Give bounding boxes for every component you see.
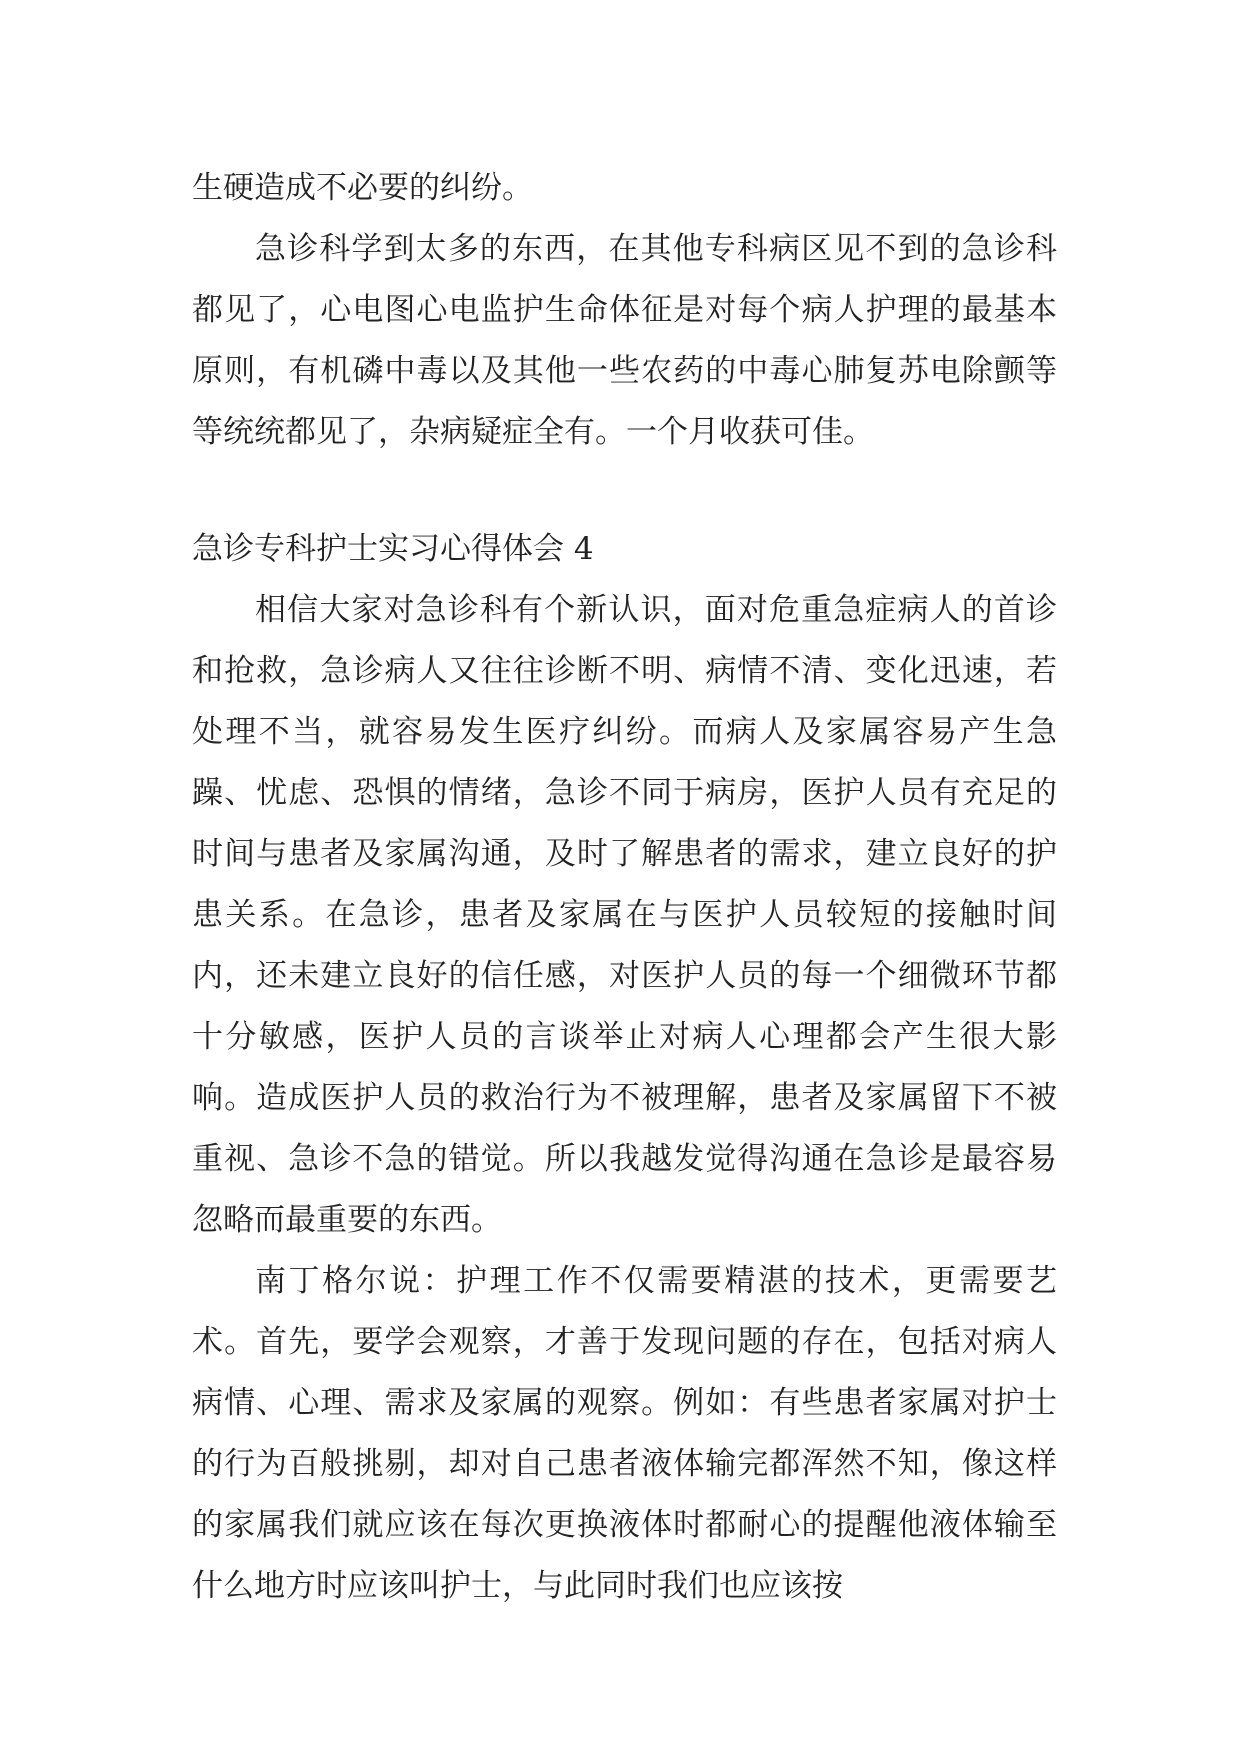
paragraph-1: 生硬造成不必要的纠纷。	[192, 170, 533, 206]
section-heading: 急诊专科护士实习心得体会 4	[192, 531, 594, 567]
document-body	[192, 158, 1057, 1617]
paragraph-2: 急诊科学到太多的东西，在其他专科病区见不到的急诊科都见了，心电图心电监护生命体征是对每个病人护理的最基本原则，有机磷中毒以及其他一些农药的中毒心肺复苏电除颤等等统统都见了，杂病疑症全有。一个月收获可佳。	[192, 231, 1057, 450]
paragraph-4: 南丁格尔说：护理工作不仅需要精湛的技术，更需要艺术。首先，要学会观察，才善于发现问题的存在，包括对病人病情、心理、需求及家属的观察。例如：有些患者家属对护士的行为百般挑剔，却对自己患者液体输完都浑然不知，像这样的家属我们就应该在每次更换液体时都耐心的提醒他液体输至什么地方时应该叫护士，与此同时我们也应该按	[192, 1263, 1057, 1604]
paragraph-3: 相信大家对急诊科有个新认识，面对危重急症病人的首诊和抢救，急诊病人又往往诊断不明、病情不清、变化迅速，若处理不当，就容易发生医疗纠纷。而病人及家属容易产生急躁、忧虑、恐惧的情绪，急诊不同于病房，医护人员有充足的时间与患者及家属沟通，及时了解患者的需求，建立良好的护患关系。在急诊，患者及家属在与医护人员较短的接触时间内，还未建立良好的信任感，对医护人员的每一个细微环节都十分敏感，医护人员的言谈举止对病人心理都会产生很大影响。造成医护人员的救治行为不被理解，患者及家属留下不被重视、急诊不急的错觉。所以我越发觉得沟通在急诊是最容易忽略而最重要的东西。	[192, 592, 1057, 1238]
